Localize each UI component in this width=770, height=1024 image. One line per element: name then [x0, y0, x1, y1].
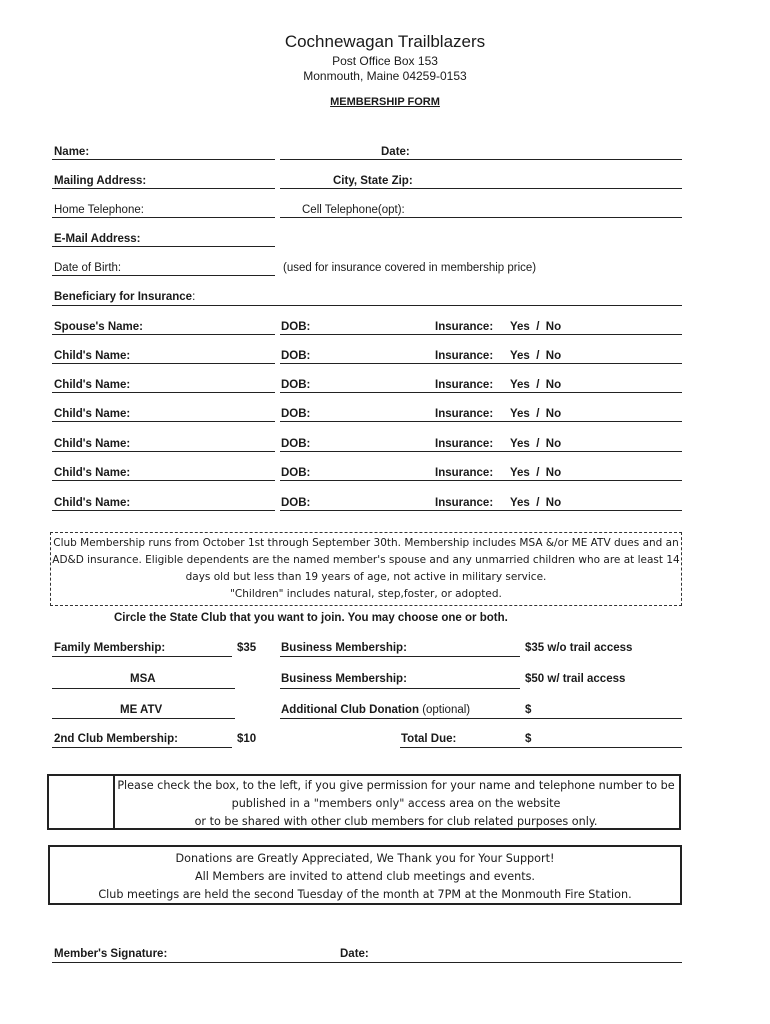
permission-line: published in a "members only" access area on the website	[231, 797, 561, 810]
dependent-dob-label: DOB:	[281, 467, 311, 479]
beneficiary-field[interactable]	[52, 305, 682, 306]
membership-notice-line: days old but less than 19 years of age, not active in military service.	[185, 571, 547, 583]
insurance-yes-no[interactable]: Yes / No	[510, 321, 562, 333]
address-line-1: Post Office Box 153	[332, 54, 438, 68]
home-telephone-field[interactable]	[52, 217, 275, 218]
cell-telephone-field[interactable]	[280, 217, 682, 218]
business-membership-label-2: Business Membership:	[281, 673, 407, 685]
state-club-instruction: Circle the State Club that you want to join. You may choose one or both.	[114, 612, 508, 624]
donations-box	[48, 845, 682, 905]
home-telephone-label: Home Telephone:	[54, 204, 144, 216]
cell-telephone-label: Cell Telephone(opt):	[302, 204, 405, 216]
dependent-dob-field[interactable]	[280, 510, 682, 511]
insurance-yes-no[interactable]: Yes / No	[510, 438, 562, 450]
dependent-name-label: Spouse's Name:	[54, 321, 144, 333]
total-due-amount: $	[525, 733, 532, 745]
dependent-name-field[interactable]	[52, 510, 275, 511]
dependent-name-label: Child's Name:	[54, 497, 131, 509]
dependent-name-field[interactable]	[52, 480, 275, 481]
dependent-dob-field[interactable]	[280, 334, 682, 335]
email-label: E-Mail Address:	[54, 233, 141, 245]
membership-notice-line: AD&D insurance. Eligible dependents are the named member's spouse and any unmarried children who are at least 14	[52, 554, 680, 566]
mailing-address-label: Mailing Address:	[54, 175, 147, 187]
dob-note: (used for insurance covered in membership price)	[283, 262, 537, 274]
dob-label: Date of Birth:	[54, 262, 122, 274]
additional-donation-label: Additional Club Donation (optional)	[281, 704, 471, 716]
dependent-dob-label: DOB:	[281, 497, 311, 509]
name-field[interactable]	[52, 159, 275, 160]
city-state-zip-field[interactable]	[280, 188, 682, 189]
dependent-dob-field[interactable]	[280, 392, 682, 393]
insurance-yes-no[interactable]: Yes / No	[510, 379, 562, 391]
dependent-insurance-label: Insurance:	[435, 379, 494, 391]
address-line-2: Monmouth, Maine 04259-0153	[303, 69, 467, 83]
dependent-insurance-label: Insurance:	[435, 408, 494, 420]
dependent-name-field[interactable]	[52, 334, 275, 335]
insurance-yes-no[interactable]: Yes / No	[510, 497, 562, 509]
me-atv-option[interactable]: ME ATV	[120, 704, 163, 716]
business-membership-field-2[interactable]	[280, 688, 520, 689]
business-membership-price: $35 w/o trail access	[525, 642, 633, 654]
membership-notice-box	[50, 532, 682, 606]
permission-line: or to be shared with other club members for club related purposes only.	[194, 815, 598, 828]
second-club-price: $10	[237, 733, 257, 745]
dependent-insurance-label: Insurance:	[435, 497, 494, 509]
dependent-name-label: Child's Name:	[54, 408, 131, 420]
dependent-dob-field[interactable]	[280, 480, 682, 481]
me-atv-field[interactable]	[52, 718, 235, 719]
dependent-name-field[interactable]	[52, 392, 275, 393]
dependent-name-label: Child's Name:	[54, 438, 131, 450]
member-signature-field[interactable]	[52, 962, 682, 963]
donations-line: Donations are Greatly Appreciated, We Thank you for Your Support!	[175, 852, 555, 865]
dependent-name-label: Child's Name:	[54, 467, 131, 479]
insurance-yes-no[interactable]: Yes / No	[510, 467, 562, 479]
dependent-name-label: Child's Name:	[54, 379, 131, 391]
dependent-insurance-label: Insurance:	[435, 467, 494, 479]
dependent-name-field[interactable]	[52, 451, 275, 452]
beneficiary-label: Beneficiary for Insurance:	[54, 291, 196, 303]
mailing-address-field[interactable]	[52, 188, 275, 189]
donations-line: All Members are invited to attend club meetings and events.	[195, 870, 535, 883]
dependent-dob-field[interactable]	[280, 421, 682, 422]
dependent-insurance-label: Insurance:	[435, 438, 494, 450]
dependent-dob-label: DOB:	[281, 408, 311, 420]
family-membership-field[interactable]	[52, 656, 232, 657]
membership-notice-line: Club Membership runs from October 1st through September 30th. Membership includes MSA &/or ME ATV dues and an	[53, 537, 679, 549]
additional-donation-amount: $	[525, 704, 532, 716]
member-signature-label: Member's Signature:	[54, 948, 168, 960]
total-due-label: Total Due:	[401, 733, 457, 745]
insurance-yes-no[interactable]: Yes / No	[510, 408, 562, 420]
insurance-yes-no[interactable]: Yes / No	[510, 350, 562, 362]
family-membership-label: Family Membership:	[54, 642, 166, 654]
dependent-dob-field[interactable]	[280, 451, 682, 452]
permission-line: Please check the box, to the left, if you give permission for your name and telephone number to be	[117, 779, 675, 792]
signature-date-label: Date:	[340, 948, 369, 960]
dependent-insurance-label: Insurance:	[435, 350, 494, 362]
org-name: Cochnewagan Trailblazers	[284, 32, 486, 51]
permission-text	[113, 777, 679, 831]
name-label: Name:	[54, 146, 90, 158]
date-label: Date:	[381, 146, 410, 158]
additional-donation-field[interactable]	[280, 718, 682, 719]
total-due-field[interactable]	[400, 747, 682, 748]
dependent-dob-field[interactable]	[280, 363, 682, 364]
business-membership-field[interactable]	[280, 656, 520, 657]
dependent-name-field[interactable]	[52, 421, 275, 422]
dob-field[interactable]	[52, 275, 275, 276]
email-field[interactable]	[52, 246, 275, 247]
dependent-dob-label: DOB:	[281, 379, 311, 391]
city-state-zip-label: City, State Zip:	[333, 175, 413, 187]
dependent-insurance-label: Insurance:	[435, 321, 494, 333]
form-title: MEMBERSHIP FORM	[330, 96, 440, 108]
dependent-dob-label: DOB:	[281, 350, 311, 362]
permission-checkbox[interactable]	[47, 774, 115, 830]
msa-option[interactable]: MSA	[130, 673, 156, 685]
donations-line: Club meetings are held the second Tuesday of the month at 7PM at the Monmouth Fire Station.	[98, 888, 632, 901]
dependent-name-label: Child's Name:	[54, 350, 131, 362]
dependent-dob-label: DOB:	[281, 438, 311, 450]
second-club-label: 2nd Club Membership:	[54, 733, 178, 745]
msa-field[interactable]	[52, 688, 235, 689]
business-membership-label: Business Membership:	[281, 642, 407, 654]
membership-notice-line: "Children" includes natural, step,foster, or adopted.	[230, 588, 502, 600]
dependent-name-field[interactable]	[52, 363, 275, 364]
family-membership-price: $35	[237, 642, 257, 654]
business-membership-price-2: $50 w/ trail access	[525, 673, 626, 685]
dependent-dob-label: DOB:	[281, 321, 311, 333]
date-field[interactable]	[280, 159, 682, 160]
second-club-field[interactable]	[52, 747, 232, 748]
